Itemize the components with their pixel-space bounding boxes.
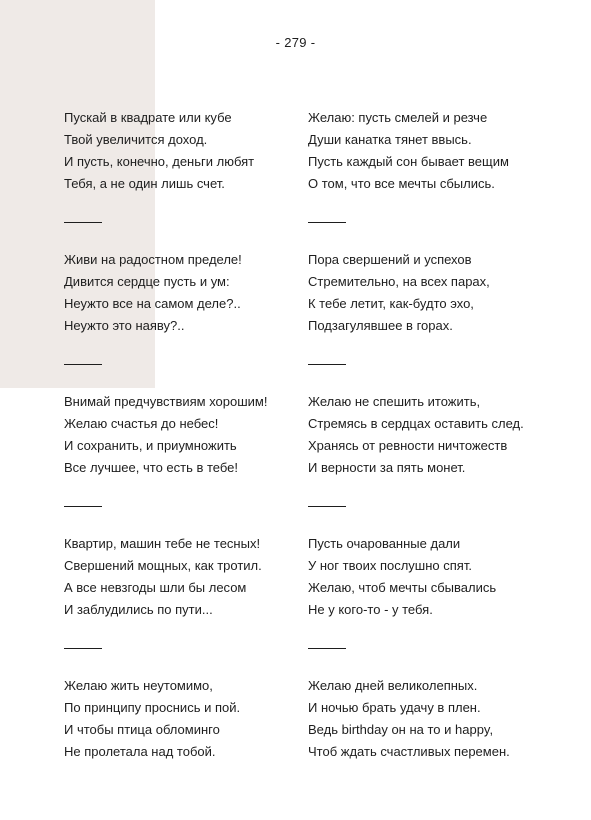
poem-line: Хранясь от ревности ничтожеств <box>308 438 508 453</box>
stanza <box>64 675 304 763</box>
poem-line: И чтобы птица обломинго <box>64 722 220 737</box>
poem-line: Желаю, чтоб мечты сбывались <box>308 580 497 595</box>
stanza <box>308 391 548 479</box>
poem-line: И ночью брать удачу в плен. <box>308 700 481 715</box>
poem-line: Живи на радостном пределе! <box>64 252 242 267</box>
stanza <box>308 533 548 621</box>
poem-column-right <box>308 107 548 763</box>
stanza <box>64 107 304 195</box>
poem-line: Чтоб ждать счастливых перемен. <box>308 744 510 759</box>
stanza <box>64 391 304 479</box>
poem-line: Неужто это наяву?.. <box>64 318 185 333</box>
stanza-divider <box>308 648 346 649</box>
stanza <box>64 249 304 337</box>
stanza-divider <box>64 222 102 223</box>
poem-line: Тебя, а не один лишь счет. <box>64 176 225 191</box>
poem-line: А все невзгоды шли бы лесом <box>64 580 247 595</box>
stanza-divider <box>308 222 346 223</box>
poem-line: Внимай предчувствиям хорошим! <box>64 394 268 409</box>
poem-line: Подзагулявшее в горах. <box>308 318 453 333</box>
poem-line: И верности за пять монет. <box>308 460 466 475</box>
poem-line: И заблудились по пути... <box>64 602 213 617</box>
poem-line: И пусть, конечно, деньги любят <box>64 154 255 169</box>
stanza <box>308 107 548 195</box>
poem-line: Все лучшее, что есть в тебе! <box>64 460 239 475</box>
poem-line: Не у кого-то - у тебя. <box>308 602 433 617</box>
poem-line: Стремясь в сердцах оставить след. <box>308 416 524 431</box>
poem-line: Желаю не спешить итожить, <box>308 394 481 409</box>
poem-line: Желаю: пусть смелей и резче <box>308 110 488 125</box>
poem-line: Желаю дней великолепных. <box>308 678 478 693</box>
stanza <box>308 249 548 337</box>
poem-line: Пускай в квадрате или кубе <box>64 110 232 125</box>
poem-line: К тебе летит, как-будто эхо, <box>308 296 474 311</box>
stanza <box>64 533 304 621</box>
stanza-divider <box>64 648 102 649</box>
poem-line: Желаю счастья до небес! <box>64 416 219 431</box>
poem-line: Неужто все на самом деле?.. <box>64 296 241 311</box>
poem-line: Желаю жить неутомимо, <box>64 678 213 693</box>
poem-line: Не пролетала над тобой. <box>64 744 216 759</box>
poem-line: Пусть очарованные дали <box>308 536 461 551</box>
poem-line: Квартир, машин тебе не тесных! <box>64 536 261 551</box>
poem-line: Пора свершений и успехов <box>308 252 472 267</box>
poem-line: Ведь birthday он на то и happy, <box>308 722 494 737</box>
poem-line: У ног твоих послушно спят. <box>308 558 472 573</box>
poem-line: Свершений мощных, как тротил. <box>64 558 262 573</box>
poem-line: По принципу проснись и пой. <box>64 700 241 715</box>
poem-line: Стремительно, на всех парах, <box>308 274 490 289</box>
poem-line: И сохранить, и приумножить <box>64 438 237 453</box>
poem-line: Пусть каждый сон бывает вещим <box>308 154 509 169</box>
poem-line: Души канатка тянет ввысь. <box>308 132 472 147</box>
stanza-divider <box>64 506 102 507</box>
page-number: - 279 - <box>275 35 316 50</box>
poem-line: О том, что все мечты сбылись. <box>308 176 495 191</box>
poem-line: Твой увеличится доход. <box>64 132 208 147</box>
poem-line: Дивится сердце пусть и ум: <box>64 274 230 289</box>
stanza-divider <box>64 364 102 365</box>
stanza-divider <box>308 364 346 365</box>
stanza-divider <box>308 506 346 507</box>
stanza <box>308 675 548 763</box>
poem-column-left <box>64 107 304 763</box>
